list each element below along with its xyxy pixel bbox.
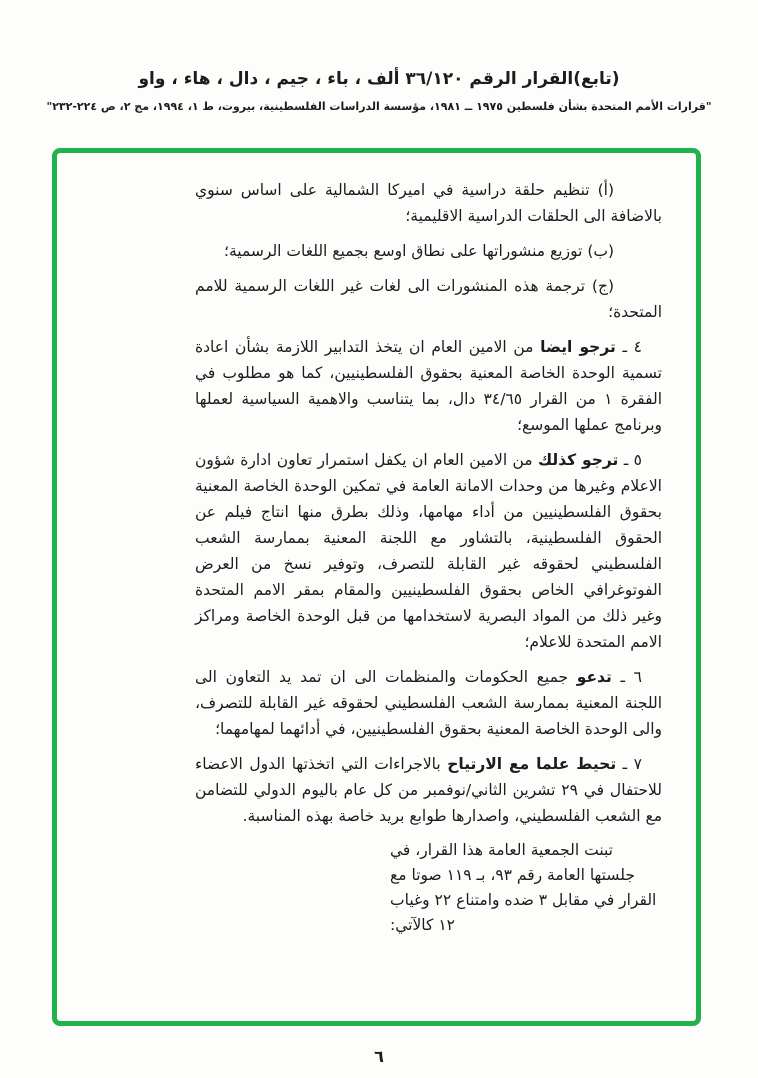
page-footer: [0, 1047, 758, 1066]
paragraph-5-text: من الامين العام ان يكفل استمرار تعاون ادارة شؤون الاعلام وغيرها من وحدات الامانة العامة في تمكين الوحدة الخاصة المعنية بحقوق الفلسطينيين من أداء مهامها، وذلك بطرق منها انتاج فيلم عن الحقوق الفلسطينية، بالتشاور مع اللجنة المعنية بممارسة الشعب الفلسطيني لحقوقه غير القابلة للتصرف، وتوفير نسخ من العرض الفوتوغرافي الخاص بحقوق الفلسطينيين والمقام بمقر الامم المتحدة وغير ذلك من المواد البصرية لاستخدامها من قبل الوحدة الخاصة ومراكز الامم المتحدة للاعلام؛: [195, 451, 662, 651]
source-citation: "قرارات الأمم المتحدة بشأن فلسطين ١٩٧٥ ــ ١٩٨١، مؤسسة الدراسات الفلسطينية، بيروت، ط ١، ١٩٩٤، مج ٢، ص ٢٢٤-٢٣٢": [46, 99, 712, 113]
paragraph-4-number: ٤ ـ: [615, 338, 642, 356]
clause-c: (ج) ترجمة هذه المنشورات الى لغات غير اللغات الرسمية للامم المتحدة؛: [195, 277, 662, 321]
clause-a: (أ) تنظيم حلقة دراسية في اميركا الشمالية على اساس سنوي بالاضافة الى الحلقات الدراسية الاقليمية؛: [195, 181, 662, 225]
paragraph-6: [195, 664, 662, 742]
paragraph-5: [195, 447, 662, 655]
paragraph-6-number: ٦ ـ: [611, 668, 642, 686]
paragraph-4: [195, 334, 662, 438]
paragraph-4-lead: ترجو ايضا: [540, 338, 616, 356]
document-header: [30, 68, 728, 114]
resolution-body: [57, 153, 696, 938]
paragraph-7: [195, 751, 662, 829]
paragraph-6-text: جميع الحكومات والمنظمات الى ان تمد يد التعاون الى اللجنة المعنية بممارسة الشعب الفلسطيني لحقوقه غير القابلة للتصرف، والى الوحدة الخاصة المعنية بحقوق الفلسطينيين، في أدائهما لمهامهما؛: [195, 668, 662, 738]
resolution-title: (تابع)القرار الرقم ٣٦/١٢٠ ألف ، باء ، جيم ، دال ، هاء ، واو: [138, 69, 620, 89]
paragraph-7-lead: تحيط علما مع الارتياح: [447, 755, 617, 773]
adoption-note: تبنت الجمعية العامة هذا القرار، في جلستها العامة رقم ٩٣، بـ ١١٩ صوتا مع القرار في مقابل ٣ ضده وامتناع ٢٢ وغياب ١٢ كالآتي:: [390, 841, 657, 934]
clause-b: (ب) توزيع منشوراتها على نطاق اوسع بجميع اللغات الرسمية؛: [224, 242, 614, 260]
paragraph-5-lead: ترجو كذلك: [537, 451, 619, 469]
paragraph-6-lead: تدعو: [576, 668, 612, 686]
paragraph-4-text: من الامين العام ان يتخذ التدابير اللازمة بشأن اعادة تسمية الوحدة الخاصة المعنية بحقوق الفلسطينيين، كما هو مطلوب في الفقرة ١ من القرار ٣٤/٦٥ دال، بما يتناسب والاهمية السياسية لعملها وبرنامج عملها الموسع؛: [195, 338, 662, 434]
highlight-frame: [52, 148, 701, 1026]
paragraph-5-number: ٥ ـ: [618, 451, 642, 469]
paragraph-7-number: ٧ ـ: [616, 755, 642, 773]
paragraph-7-text: بالاجراءات التي اتخذتها الدول الاعضاء للاحتفال في ٢٩ تشرين الثاني/نوفمبر من كل عام باليوم الدولي للتضامن مع الشعب الفلسطيني، واصدارها طوابع بريد خاصة بهذه المناسبة.: [195, 755, 662, 825]
page-number: ٦: [374, 1047, 384, 1066]
